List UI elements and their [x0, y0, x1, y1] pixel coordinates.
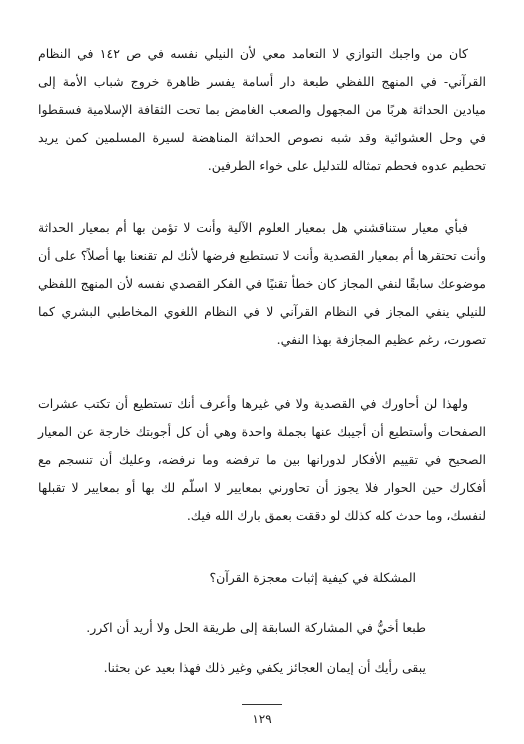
page-number: ١٢٩ [252, 712, 272, 726]
paragraph-3: ولهذا لن أحاورك في القصدية ولا في غيرها وأعرف أنك تستطيع أن تكتب عشرات الصفحات وأستطيع أن أجيبك عنها بجملة واحدة وهي أن كل أجوبتك خارجة عن المعيار الصحيح في تقييم الأفكار لدورانها بين ما ترفضه وما نرفضه، وعليك أن تنسجم مع أفكارك حين الحوار فلا يجوز أن تحاورني بمعايير لا اسلّم لك بها أو بمعايير لا تقبلها لنفسك، وما حدث كله كذلك لو دققت بعمق بارك الله فيك. [38, 396, 486, 523]
paragraph-1: كان من واجبك التوازي لا التعامد معي لأن النيلي نفسه في ص ١٤٢ في النظام القرآني- في المنهج اللفظي طبعة دار أسامة يفسر ظاهرة خروج شباب الأمة إلى ميادين الحداثة هربًا من المجهول والصعب الغامض بما تحت الثقافة الإسلامية فسقطوا في وحل العشوائية وقد شبه نصوص الحداثة المناهضة لسيرة المسلمين كمن يريد تحطيم عدوه فحطم تمثاله للتدليل على خواء الطرفين. [38, 46, 486, 173]
section-question-heading: المشكلة في كيفية إثبات معجزة القرآن؟ [209, 570, 416, 585]
text-line-2: يبقى رأيك أن إيمان العجائز يكفي وغير ذلك فهذا بعيد عن بحثنا. [103, 660, 426, 675]
text-line-1: طبعا أخيُّ في المشاركة السابقة إلى طريقة الحل ولا أريد أن اكرر. [86, 620, 426, 635]
paragraph-2: فبأي معيار ستناقشني هل بمعيار العلوم الآلية وأنت لا تؤمن بها أم بمعيار الحداثة وأنت تحتقرها أم بمعيار القصدية وأنت لا تستطيع فرضها لأنك لم تقنعنا بها أصلاً؟ على أن موضوعك سابقًا لنفي المجاز كان خطأ تقنيًا في الفكر القصدي نفسه لأن المنهج اللفظي للنيلي ينفي المجاز في النظام القرآني لا في النظام اللغوي المخاطبي البشري كما تصورت، رغم عظيم المجازفة بهذا النفي. [38, 220, 486, 347]
page-number-rule [242, 704, 282, 705]
